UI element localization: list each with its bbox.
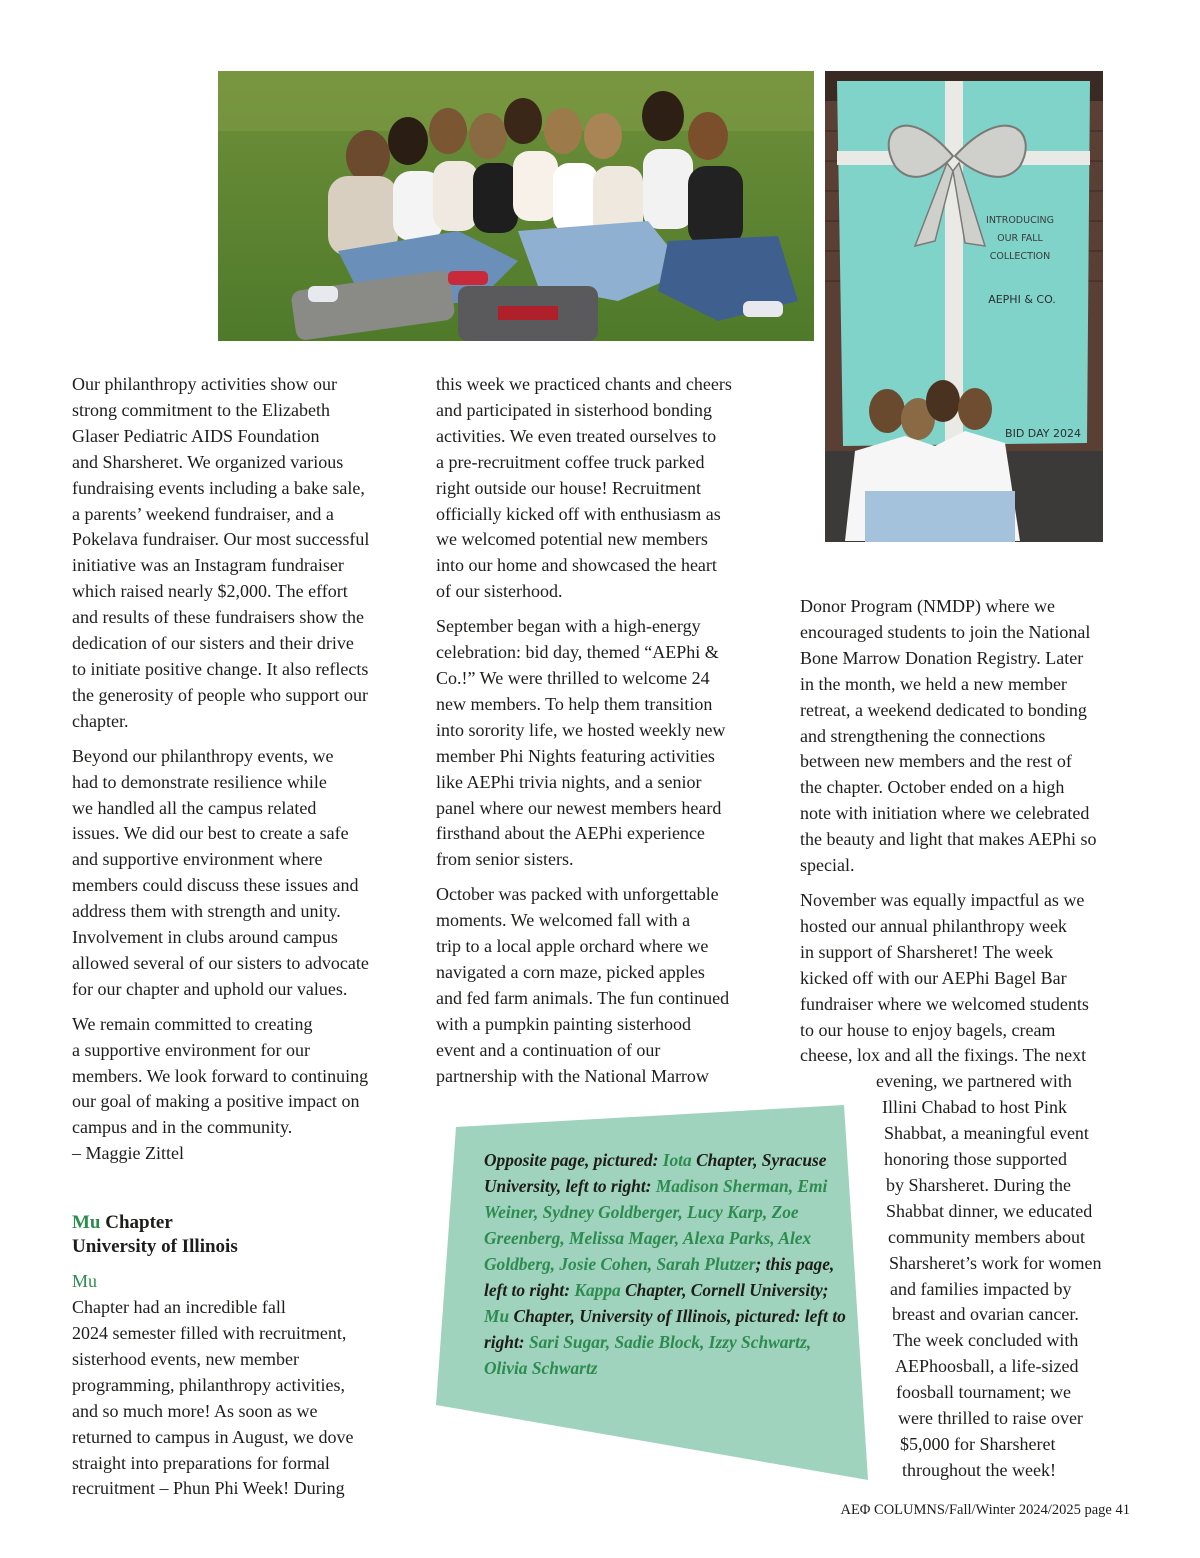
paragraph-phun-phi-week: this week we practiced chants and cheers and participated in sisterhood bonding activities. We even treated ourselves to a pre-recruitment coffee truck parked right outside our house! Recruitment officially kicked off with enthusiasm as we welcomed potential new members into our home and showcased the heart of our sisterhood. <box>436 374 732 602</box>
banner-line1: INTRODUCING <box>986 215 1054 226</box>
heading-school: University of Illinois <box>72 1236 238 1258</box>
paragraph-resilience: Beyond our philanthropy events, we had to demonstrate resilience while we handled all the campus related issues. We did our best to create a safe and supportive environment where members could discuss these issues and address them with strength and unity. Involvement in clubs around campus allowed several of our sisters to advocate for our chapter and uphold our values. <box>72 745 369 999</box>
banner-line3: COLLECTION <box>989 251 1051 262</box>
bid-day-banner-photo-icon <box>825 71 1103 542</box>
banner-bid-day: BID DAY 2024 <box>1005 427 1081 440</box>
heading-chapter-name: Mu <box>72 1212 101 1234</box>
paragraph-nmdp: Donor Program (NMDP) where we encouraged students to join the National Bone Marrow Donation Registry. Later in the month, we held a new member retreat, a weekend dedicated to bonding and strengthening the connections between new members and the rest of the chapter. October ended on a high note with initiation where we celebrated the beauty and light that makes AEPhi so special. <box>800 596 1097 876</box>
banner-brand: AEPHI & CO. <box>988 293 1056 306</box>
paragraph-october: October was packed with unforgettable moments. We welcomed fall with a trip to a local apple orchard where we navigated a corn maze, picked apples and fed farm animals. The fun continued with a pumpkin painting sisterhood event and a continuation of our partnership with the National Marrow <box>436 884 730 1086</box>
paragraph-philanthropy: Our philanthropy activities show our strong commitment to the Elizabeth Glaser Pediatric AIDS Foundation and Sharsheret. We organized various fundraising events including a bake sale, a parents’ weekend fundraiser, and a Pokelava fundraiser. Our most successful initiative was an Instagram fundraiser which raised nearly $2,000. The effort and results of these fundraisers show the dedication of our sisters and their drive to initiate positive change. It also reflects the generosity of people who support our chapter. <box>72 374 370 731</box>
page-footer: AEΦ COLUMNS/Fall/Winter 2024/2025 page 41 <box>840 1502 1130 1518</box>
column-1 <box>72 372 412 1511</box>
paragraph-mu-intro: Mu Chapter had an incredible fall 2024 semester filled with recruitment, sisterhood events, new member programming, philanthropy activities, and so much more! As soon as we returned to campus in August, we dove straight into preparations for formal recruitment – Phun Phi Week! During <box>72 1271 354 1499</box>
paragraph-commitment: We remain committed to creating a supportive environment for our members. We look forward to continuing our goal of making a positive impact on campus and in the community. – Maggie Zittel <box>72 1012 412 1167</box>
paragraph-november: November was equally impactful as we hosted our annual philanthropy week in support of Sharsheret! The week kicked off with our AEPhi Bagel Bar fundraiser where we welcomed students to our house to enjoy bagels, cream cheese, lox and all the fixings. The next evening, we partnered with Illini Chabad to host Pink Shabbat, a meaningful event honoring those supported by Sharsheret. During the Shabbat dinner, we educated community members about Sharsheret’s work for women and families impacted by breast and ovarian cancer. The week concluded with AEPhoosball, a life-sized foosball tournament; we were thrilled to raise over $5,000 for Sharsheret throughout the week! <box>800 889 1102 1480</box>
group-photo <box>218 71 814 341</box>
photo-caption: Opposite page, pictured: Iota Chapter, Syracuse University, left to right: Madison Sherman, Emi Weiner, Sydney Goldberger, Lucy Karp, Zoe Greenberg, Melissa Mager, Alexa Parks, Alex Goldberg, Josie Cohen, Sarah Plutzer; this page, left to right: Kappa Chapter, Cornell University; Mu Chapter, University of Illinois, pictured: left to right: Sari Sugar, Sadie Block, Izzy Schwartz, Olivia Schwartz <box>484 1150 846 1378</box>
banner-line2: OUR FALL <box>997 233 1043 244</box>
group-photo-on-grass-icon <box>218 71 814 341</box>
section-heading-mu-chapter: Mu Chapter University of Illinois <box>72 1212 238 1258</box>
bid-day-photo <box>825 71 1103 542</box>
column-3 <box>800 594 1140 1493</box>
signature: – Maggie Zittel <box>72 1143 184 1164</box>
paragraph-september: September began with a high-energy celebration: bid day, themed “AEPhi & Co.!” We were thrilled to welcome 24 new members. To help them transition into sorority life, we hosted weekly new member Phi Nights featuring activities like AEPhi trivia nights, and a senior panel where our newest members heard firsthand about the AEPhi experience from senior sisters. <box>436 616 726 870</box>
column-2 <box>436 372 776 1098</box>
